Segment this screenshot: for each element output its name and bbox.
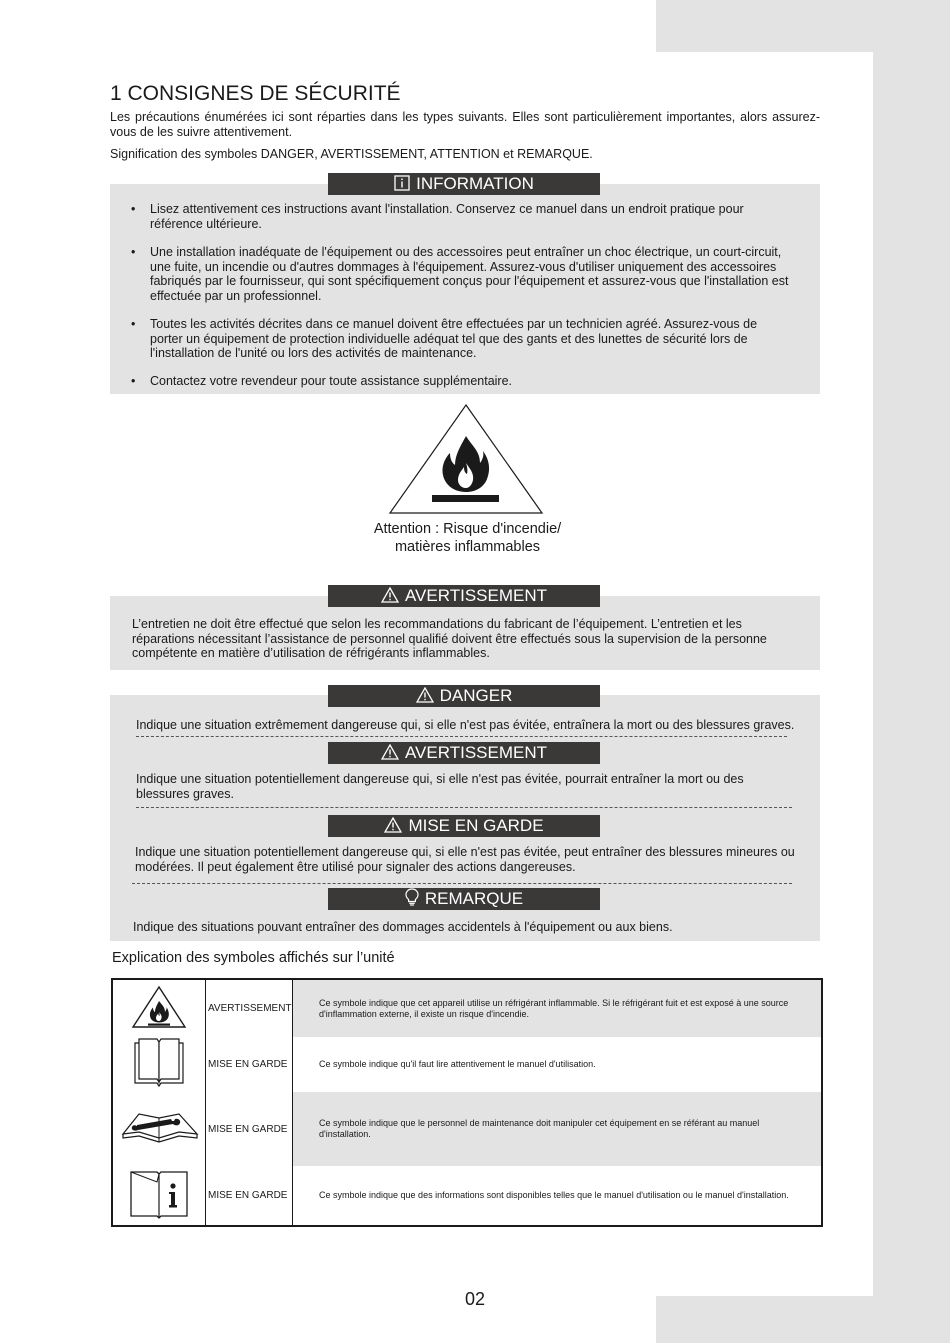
info-square-icon xyxy=(394,175,410,191)
symbol-label: MISE EN GARDE xyxy=(206,1037,293,1092)
note-text: Indique des situations pouvant entraîner des dommages accidentels à l'équipement ou aux biens. xyxy=(133,920,673,934)
symbols-meaning-line: Signification des symboles DANGER, AVERTISSEMENT, ATTENTION et REMARQUE. xyxy=(110,147,593,161)
page-side-band xyxy=(873,0,950,1343)
warning-triangle-icon xyxy=(416,687,434,703)
page-corner-decoration-bottom xyxy=(656,1296,950,1343)
read-manual-icon xyxy=(112,1037,206,1092)
symbol-label: MISE EN GARDE xyxy=(206,1166,293,1226)
symbol-label: AVERTISSEMENT xyxy=(206,979,293,1037)
info-manual-icon xyxy=(112,1166,206,1226)
warning-label: AVERTISSEMENT xyxy=(404,586,547,605)
flammable-warning-icon xyxy=(388,403,544,515)
warning-text: L’entretien ne doit être effectué que selon les recommandations du fabricant de l’équipement. L’entretien et les réparations nécessitant l’assistance de personnel qualifié doivent être effectués sous la supervision de la personne compétente en matière d’utilisation de réfrigérants inflammables. xyxy=(132,617,767,660)
table-row xyxy=(112,1092,822,1166)
table-row xyxy=(112,1166,822,1226)
warning-triangle-icon xyxy=(384,817,402,833)
lightbulb-icon xyxy=(405,888,419,906)
separator xyxy=(136,736,787,737)
danger-band xyxy=(328,685,600,707)
warning-level-band xyxy=(328,742,600,764)
information-bullet: • Toutes les activités décrites dans ce manuel doivent être effectuées par un technicien agréé. Assurez-vous de porter un équipement de protection individuelle adéquat tel que des gants et des lunettes de sécurité lors de l'installation de l'unité ou lors des activités de maintenance. xyxy=(131,317,758,360)
warning-level-label: AVERTISSEMENT xyxy=(404,743,547,762)
symbol-description: Ce symbole indique que le personnel de maintenance doit manipuler cet équipement en se référant au manuel d'installation. xyxy=(293,1092,823,1166)
separator xyxy=(136,807,792,808)
caution-label: MISE EN GARDE xyxy=(408,816,544,835)
information-label: INFORMATION xyxy=(416,174,534,193)
danger-text: Indique une situation extrêmement dangereuse qui, si elle n'est pas évitée, entraînera la mort ou des blessures graves. xyxy=(136,718,795,732)
intro-paragraph: Les précautions énumérées ici sont réparties dans les types suivants. Elles sont particulièrement importantes, alors assurez-vous de les suivre attentivement. xyxy=(110,110,820,139)
service-manual-icon xyxy=(112,1092,206,1166)
warning-band xyxy=(328,585,600,607)
table-row xyxy=(112,1037,822,1092)
table-row xyxy=(112,979,822,1037)
separator xyxy=(132,883,792,884)
symbol-description: Ce symbole indique que cet appareil utilise un réfrigérant inflammable. Si le réfrigérant fuit et est exposé à une source d'inflammation externe, il existe un risque d'incendie. xyxy=(293,979,823,1037)
caution-band xyxy=(328,815,600,837)
information-bullet: • Contactez votre revendeur pour toute assistance supplémentaire. xyxy=(131,374,513,388)
symbols-table xyxy=(111,978,823,1227)
caution-text: Indique une situation potentiellement dangereuse qui, si elle n'est pas évitée, peut entraîner des blessures mineures ou modérées. Il peut également être utilisé pour signaler des actions dangereuses. xyxy=(135,845,795,874)
symbol-description: Ce symbole indique qu'il faut lire attentivement le manuel d'utilisation. xyxy=(319,1059,596,1069)
information-band xyxy=(328,173,600,195)
danger-label: DANGER xyxy=(439,686,513,705)
information-bullet: • Lisez attentivement ces instructions avant l'installation. Conservez ce manuel dans un endroit pratique pour référence ultérieure. xyxy=(131,202,744,231)
page-number: 02 xyxy=(464,1289,486,1309)
symbol-description: Ce symbole indique que des informations sont disponibles telles que le manuel d'utilisation ou le manuel d'installation. xyxy=(319,1190,789,1200)
information-bullet: • Une installation inadéquate de l'équipement ou des accessoires peut entraîner un choc électrique, un court-circuit, une fuite, un incendie ou d'autres dommages à l'équipement. Assurez-vous d'utiliser uniquement des accessoires fabriqués par le fournisseur, qui sont spécifiquement conçus pour l'équipement et assurez-vous que l'installation est effectuée par un professionnel. xyxy=(131,245,789,303)
fire-caption-line-2: matières inflammables xyxy=(394,539,541,555)
symbols-heading: Explication des symboles affichés sur l’unité xyxy=(112,950,395,966)
warning-triangle-icon xyxy=(381,744,399,760)
warning-triangle-icon xyxy=(381,587,399,603)
flammable-warning-icon xyxy=(112,979,206,1037)
note-band xyxy=(328,888,600,910)
warning-level-text: Indique une situation potentiellement dangereuse qui, si elle n'est pas évitée, pourrait entraîner la mort ou des blessures graves. xyxy=(136,772,744,801)
symbol-label: MISE EN GARDE xyxy=(206,1092,293,1166)
page-title: 1 CONSIGNES DE SÉCURITÉ xyxy=(110,82,401,105)
note-label: REMARQUE xyxy=(424,889,524,908)
fire-caption-line-1: Attention : Risque d'incendie/ xyxy=(373,521,562,537)
